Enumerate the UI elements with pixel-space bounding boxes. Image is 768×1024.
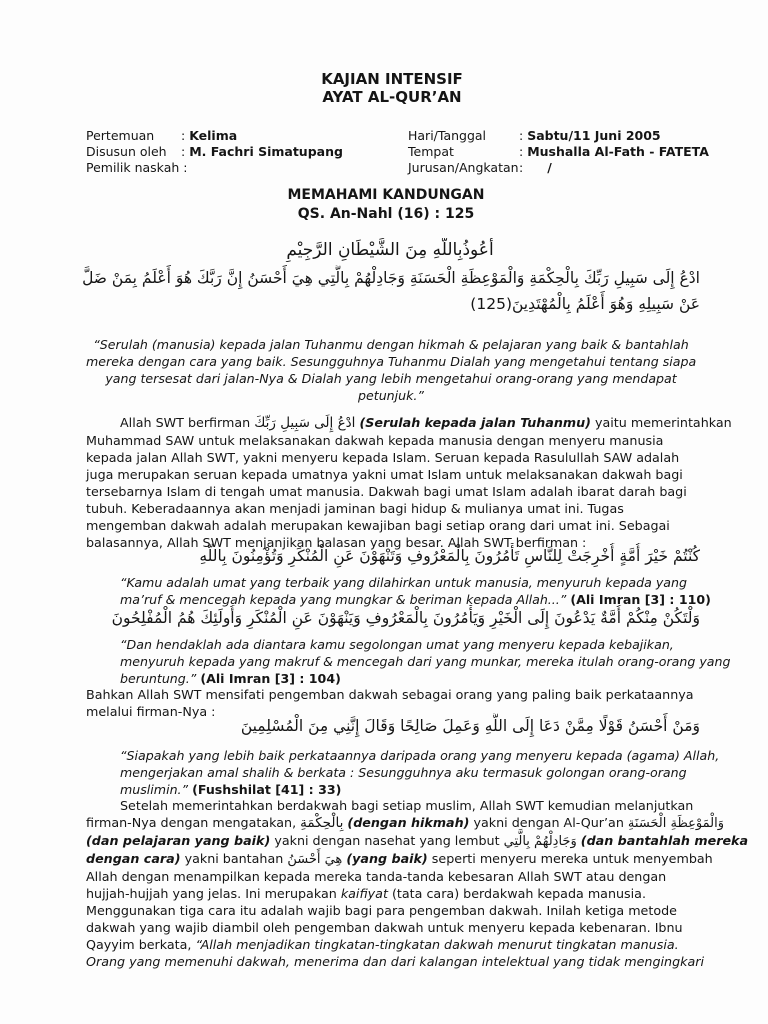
meta-value: M. Fachri Simatupang <box>189 144 343 159</box>
translation-ali-imran-104 <box>120 636 731 687</box>
meta-row-pertemuan <box>86 128 343 144</box>
meta-left <box>86 128 343 176</box>
verse-reference: (Ali Imran [3] : 104) <box>200 671 341 686</box>
verse-reference: (Fushshilat [41] : 33) <box>192 782 342 797</box>
meta-label: Jurusan/Angkatan <box>408 160 519 175</box>
text-run-bold: (yang baik) <box>346 851 428 866</box>
translation-ali-imran-110 <box>120 574 711 608</box>
colon: : <box>519 128 528 143</box>
verse-reference: (Ali Imran [3] : 110) <box>570 592 711 607</box>
arabic-ali-imran-110: كُنْتُمْ خَيْرَ أُمَّةٍ أُخْرِجَتْ لِلنَّاسِ تَأْمُرُونَ بِالْمَعْرُوفِ وَتَنْهَوْنَ عَنِ الْمُنْكَرِ وَتُؤْمِنُونَ بِاللَّهِ <box>199 547 700 565</box>
meta-row-hari <box>408 128 709 144</box>
arabic-ayat-line-1: ادْعُ إِلَى سَبِيلِ رَبِّكَ بِالْحِكْمَةِ وَالْمَوْعِظَةِ الْحَسَنَةِ وَجَادِلْهُمْ بِالَّتِي هِيَ أَحْسَنُ إِنَّ رَبَّكَ هُوَ أَعْلَمُ بِمَنْ ضَلَّ <box>82 269 700 287</box>
text-run-bold: dengan cara) <box>86 851 181 866</box>
text-run-italic: kaifiyat <box>340 886 388 901</box>
paragraph-line: mengemban dakwah adalah merupakan kewajiban bagi setiap orang dari umat ini. Sebagai <box>86 518 670 533</box>
meta-row-disusun <box>86 144 343 160</box>
paragraph-line: balasannya, Allah SWT menjanjikan balasan yang besar. Allah SWT berfirman : <box>86 535 587 550</box>
meta-value: / <box>547 160 552 175</box>
meta-row-tempat <box>408 144 709 160</box>
arabic-inline-jadilhum: وَجَادِلْهُمْ بِالَّتِي <box>503 834 577 849</box>
meta-value: Mushalla Al-Fath - FATETA <box>527 144 709 159</box>
subtitle-line-1: MEMAHAMI KANDUNGAN <box>287 187 485 203</box>
arabic-inline-hikmah: بِالْحِكْمَةِ <box>300 815 344 831</box>
translation-line: “Kamu adalah umat yang terbaik yang dilahirkan untuk manusia, menyuruh kepada yang <box>120 575 687 590</box>
text-run-bold: (dengan hikmah) <box>347 815 470 830</box>
paragraph-line: Setelah memerintahkan berdakwah bagi setiap muslim, Allah SWT kemudian melanjutkan <box>120 798 694 813</box>
text-run: beruntung.” <box>120 671 197 686</box>
text-run: yakni dengan nasehat yang lembut <box>274 833 500 848</box>
text-run: firman-Nya dengan mengatakan, <box>86 815 297 830</box>
arabic-ali-imran-104: وَلْتَكُنْ مِنْكُمْ أُمَّةٌ يَدْعُونَ إِلَى الْخَيْرِ وَيَأْمُرُونَ بِالْمَعْرُوفِ وَيَنْهَوْنَ عَنِ الْمُنْكَرِ وَأُولَئِكَ هُمُ الْمُفْلِحُونَ <box>111 609 700 627</box>
translation-line <box>120 781 700 798</box>
meta-label: Pertemuan <box>86 128 155 143</box>
translation-line: mereka dengan cara yang baik. Sesungguhnya Tuhanmu Dialah yang mengetahui tentang siapa <box>86 354 697 369</box>
colon: : <box>181 128 190 143</box>
colon: : <box>519 160 528 175</box>
colon: : <box>181 144 190 159</box>
arabic-ayat-line-2: عَنْ سَبِيلِهِ وَهُوَ أَعْلَمُ بِالْمُهْتَدِينَ(125) <box>470 295 700 313</box>
paragraph-line <box>86 850 713 868</box>
paragraph-line: melalui firman-Nya : <box>86 704 216 719</box>
text-run: yakni bantahan <box>184 851 284 866</box>
paragraph-line <box>86 885 696 902</box>
text-run: ma’ruf & mencegah kepada yang mungkar & beriman kepada Allah...” <box>120 592 567 607</box>
translation-line: “Siapakah yang lebih baik perkataannya daripada orang yang menyeru kepada (agama) Allah, <box>120 748 720 763</box>
paragraph-line: juga merupakan seruan kepada umatnya yakni umat Islam untuk melaksanakan dakwah bagi <box>86 467 683 482</box>
text-run: muslimin.” <box>120 782 189 797</box>
paragraph-line: Menggunakan tiga cara itu adalah wajib bagi para pengemban dakwah. Inilah ketiga metode <box>86 903 677 918</box>
paragraph-line: kepada jalan Allah SWT, yakni menyeru kepada Islam. Seruan kepada Rasulullah SAW adalah <box>86 450 680 465</box>
meta-label: Pemilik naskah : <box>86 160 188 175</box>
subtitle-line-2: QS. An-Nahl (16) : 125 <box>297 206 475 222</box>
translation-line <box>120 670 700 687</box>
text-run-italic: “Allah menjadikan tingkatan-tingkatan dakwah menurut tingkatan manusia. <box>195 937 679 952</box>
text-run: yaitu memerintahkan <box>594 415 732 430</box>
translation-fushshilat-33 <box>120 747 720 798</box>
title-line-2: AYAT AL-QUR’AN <box>322 88 462 106</box>
meta-label: Disusun oleh <box>86 144 167 159</box>
translation-an-nahl-125 <box>86 336 696 404</box>
paragraph-line: tubuh. Keberadaannya akan menjadi jaminan bagi hidup & mulianya umat ini. Tugas <box>86 501 624 516</box>
translation-line: mengerjakan amal shalih & berkata : Sesungguhnya aku termasuk golongan orang-orang <box>120 765 687 780</box>
translation-line: “Dan hendaklah ada diantara kamu segolongan umat yang menyeru kepada kebajikan, <box>120 637 674 652</box>
document-title <box>0 70 768 106</box>
paragraph-line <box>86 814 724 832</box>
text-run-bold: (dan bantahlah mereka <box>580 833 749 848</box>
text-run: Qayyim berkata, <box>86 937 192 952</box>
paragraph-line <box>86 936 696 953</box>
paragraph-line <box>86 832 749 850</box>
arabic-fushshilat-33: وَمَنْ أَحْسَنُ قَوْلًا مِمَّنْ دَعَا إِلَى اللَّهِ وَعَمِلَ صَالِحًا وَقَالَ إِنَّنِي مِنَ الْمُسْلِمِينَ <box>240 717 700 735</box>
meta-row-jurusan <box>408 160 709 176</box>
translation-line: yang tersesat dari jalan-Nya & Dialah yang lebih mengetahui orang-orang yang mendapat <box>105 371 677 386</box>
text-run: (tata cara) berdakwah kepada manusia. <box>391 886 646 901</box>
text-run: seperti menyeru mereka untuk menyembah <box>431 851 713 866</box>
section-subtitle <box>0 186 768 224</box>
text-run: yakni dengan Al-Qur’an <box>473 815 624 830</box>
translation-line: “Serulah (manusia) kepada jalan Tuhanmu dengan hikmah & pelajaran yang baik & bantahlah <box>93 337 689 352</box>
paragraph-line <box>86 414 732 432</box>
colon: : <box>519 144 528 159</box>
title-line-1: KAJIAN INTENSIF <box>321 70 463 88</box>
translation-line: menyuruh kepada yang makruf & mencegah dari yang munkar, mereka itulah orang-orang yang <box>120 654 731 669</box>
paragraph-line: Muhammad SAW untuk melaksanakan dakwah kepada manusia dengan menyeru manusia <box>86 433 664 448</box>
translation-line: petunjuk.” <box>358 388 424 403</box>
paragraph-line: dakwah yang wajib diambil oleh pengemban dakwah untuk menyeru kepada kebenaran. Ibnu <box>86 920 683 935</box>
meta-label: Tempat <box>408 144 454 159</box>
paragraph-line: tersebarnya Islam di tengah umat manusia. Dakwah bagi umat Islam adalah ibarat darah bagi <box>86 484 687 499</box>
paragraph-3 <box>86 797 749 970</box>
meta-value: Kelima <box>189 128 238 143</box>
arabic-taawudz: أَعُوذُبِاللَّهِ مِنَ الشَّيْطَانِ الرَّجِيْمِ <box>286 240 494 260</box>
text-run: hujjah-hujjah yang jelas. Ini merupakan <box>86 886 337 901</box>
text-run: Allah SWT berfirman <box>120 415 251 430</box>
arabic-inline-mauizhah: وَالْمَوْعِظَةِ الْحَسَنَةِ <box>627 816 724 831</box>
paragraph-1 <box>86 414 732 551</box>
meta-value: Sabtu/11 Juni 2005 <box>527 128 661 143</box>
meta-label: Hari/Tanggal <box>408 128 487 143</box>
text-run-bold: (Serulah kepada jalan Tuhanmu) <box>359 415 591 430</box>
arabic-inline-udu: ادْعُ إِلَى سَبِيلِ رَبِّكَ <box>254 415 356 431</box>
paragraph-line: Bahkan Allah SWT mensifati pengemban dakwah sebagai orang yang paling baik perkataannya <box>86 687 694 702</box>
meta-right <box>408 128 709 176</box>
paragraph-line: Orang yang memenuhi dakwah, menerima dan dari kalangan intelektual yang tidak mengingkari <box>86 954 704 969</box>
text-run-bold: (dan pelajaran yang baik) <box>86 833 271 848</box>
arabic-inline-ahsan: هِيَ أَحْسَنُ <box>287 852 343 867</box>
meta-row-pemilik <box>86 160 343 176</box>
paragraph-line: Allah dengan menampilkan kepada mereka tanda-tanda kebesaran Allah SWT atau dengan <box>86 869 667 884</box>
